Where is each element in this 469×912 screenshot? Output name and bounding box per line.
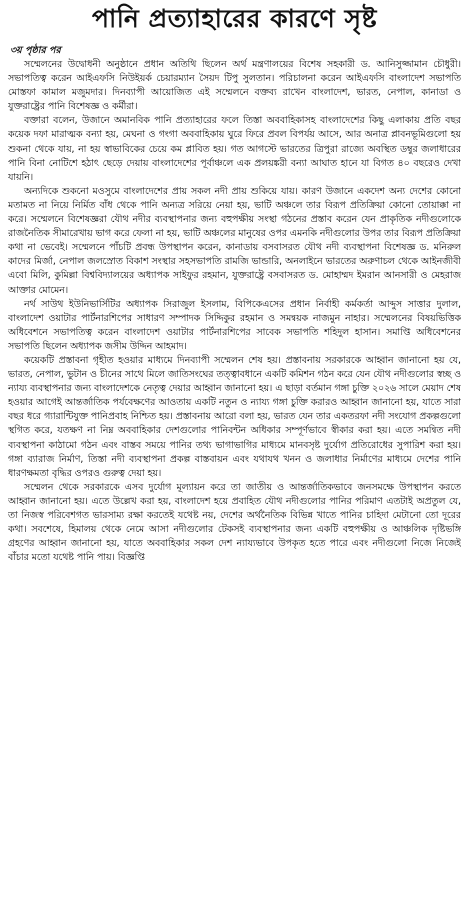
paragraph: নর্থ সাউথ ইউনিভার্সিটির অধ্যাপক সিরাজুল ইসলাম, বিপিকেএসের প্রধান নির্বাহী কর্মকর্তা আব্দুস সাত্তার দুলাল, বাংলাদেশ ওয়াটার পার্টনারশিপের সাধারণ সম্পাদক সিদ্দিকুর রহমান ও সমন্বয়ক নাজমুন নাহার। সম্মেলনের বিষয়ভিত্তিক অধিবেশনে সভাপতিত্ব করেন বাংলাদেশ ওয়াটার পার্টনারশিপের সাবেক সভাপতি শহিদুল হাসান। সমাপ্তি অধিবেশনের সভাপতি ছিলেন অধ্যাপক জসীম উদ্দিন আহমাদ।: [8, 298, 461, 352]
credit: বিজ্ঞপ্তি: [117, 552, 145, 564]
paragraph: কয়েকটি প্রস্তাবনা গৃহীত হওয়ার মাধ্যমে দিনব্যাপী সম্মেলন শেষ হয়। প্রস্তাবনায় সরকারকে আহ্বান জানানো হয় যে, ভারত, নেপাল, ভুটান ও চীনের সাথে মিলে জাতিসংঘের তত্ত্বাবধানে একটি কমিশন গঠন করে যেন যৌথ নদীগুলোর স্বচ্ছ ও ন্যায্য ব্যবস্থাপনার জন্য বাংলাদেশকে নেতৃত্ব দেয়ার আহ্বান জানানো হয়। এ ছাড়া বর্তমান গঙ্গা চুক্তি ২০২৬ সালে মেয়াদ শেষ হওয়ার আগেই আন্তর্জাতিক পর্যবেক্ষণের আওতায় একটি নতুন ও ন্যায্য গঙ্গা চুক্তি করারও আহ্বান জানানো হয়, যাতে সারা বছর ধরে গ্যারান্টিযুক্ত পানিপ্রবাহ নিশ্চিত হয়। প্রস্তাবনায় আরো বলা হয়, ভারত যেন তার একতরফা নদী সংযোগ প্রকল্পগুলো স্থগিত করে, যতক্ষণ না নিম্ন অববাহিকার দেশগুলোর পানিবন্টন অধিকার সম্পূর্ণভাবে স্বীকার করা হয়। এতে সমন্বিত নদী ব্যবস্থাপনা কাঠামো গঠন এবং বাস্তব সময়ে পানির তথ্য ভাগাভাগির মাধ্যমে মানবসৃষ্ট দুর্যোগ প্রতিরোধের সুপারিশ করা হয়। গঙ্গা ব্যারাজ নির্মাণ, তিস্তা নদী ব্যবস্থাপনা প্রকল্প বাস্তবায়ন এবং যথাযথ খনন ও জলাধার নির্মাণের মাধ্যমে দেশের পানি ধারণক্ষমতা বৃদ্ধির ওপরও গুরুত্ব দেয়া হয়।: [8, 354, 461, 479]
continuation-label: ৩য় পৃষ্ঠার পর: [10, 45, 61, 56]
paragraph: সম্মেলনের উদ্বোধনী অনুষ্ঠানে প্রধান অতিথি ছিলেন অর্থ মন্ত্রণালয়ের বিশেষ সহকারী ড. আনিসুজ্জামান চৌধুরী। সভাপতিত্ব করেন আইএফসি নিউইয়র্ক চেয়ারম্যান সৈয়দ টিপু সুলতান। পরিচালনা করেন আইএফসি বাংলাদেশ সভাপতি মোস্তফা কামাল মজুমদার। দিনব্যাপী আয়োজিত এই সম্মেলনে বক্তব্য রাখেন বাংলাদেশ, ভারত, নেপাল, কানাডা ও যুক্তরাষ্ট্রের পানি বিশেষজ্ঞ ও কর্মীরা।: [8, 59, 461, 113]
article-body: [8, 58, 461, 908]
headline: পানি প্রত্যাহারের কারণে সৃষ্ট: [92, 4, 377, 33]
paragraph-last: [8, 481, 461, 566]
paragraph: অন্যদিকে শুকনো মওসুমে বাংলাদেশের প্রায় সকল নদী প্রায় শুকিয়ে যায়। কারণ উজানে একদেশ অন্য দেশের কোনো মতামত না নিয়ে নির্মিত বাঁধ থেকে পানি অন্যত্র সরিয়ে নেয়া হয়, ভাটি অঞ্চলে তার বিরূপ প্রতিক্রিয়া কোনো তোয়াক্কা না করে। সম্মেলনে বিশেষজ্ঞরা যৌথ নদীর ব্যবস্থাপনার জন্য বহুপক্ষীয় সংস্থা গঠনের প্রস্তাব করেন যেন প্রাকৃতিক নদীগুলোকে রাজনৈতিক সীমারেখায় ভাগ করে ফেলা না হয়, ভাটি অঞ্চলের মানুষের ওপর এমনকি নদীগুলোর উপর তার বিরূপ প্রতিক্রিয়া কথা না ভেবেই। সম্মেলনে পাঁচটি প্রবন্ধ উপস্থাপন করেন, কানাডায় বসবাসরত যৌথ নদী ব্যবস্থাপনা বিশেষজ্ঞ ড. মনিরুল কাদের মির্জা, নেপাল জলস্রোত বিকাশ সংস্থার সহসভাপতি রামজি ভান্ডারি, অনলাইনে ভারতের অরুণাচল থেকে আইনজীবী এবো মিলি, কুমিল্লা বিশ্ববিদ্যালয়ের অধ্যাপক সাইফুর রহমান, যুক্তরাষ্ট্রে বসবাসরত ড. মোহাম্মদ ইমরান আনসারী ও মেহরাজ আক্তার মোমেন।: [8, 185, 461, 296]
paragraph-text: সম্মেলন থেকে সরকারকে এসব দুর্যোগ মূল্যায়ন করে তা জাতীয় ও আন্তর্জাতিকভাবে জনসমক্ষে উপস্থাপন করতে আহ্বান জানানো হয়। এতে উল্লেখ করা হয়, বাংলাদেশ হয়ে প্রবাহিত যৌথ নদীগুলোর পানির পরিমাণ এতটাই অপ্রতুল যে, তা নিজস্ব পরিবেশগত ভারসাম্য রক্ষা করতেই যথেষ্ট নয়, দেশের অর্থনৈতিক বিভিন্ন খাতে পানির চাহিদা মেটানো তো দূরের কথা। সবশেষে, হিমালয় থেকে নেমে আসা নদীগুলোর টেকসই ব্যবস্থাপনার জন্য একটি বহুপক্ষীয় ও আঞ্চলিক দৃষ্টিভঙ্গি গ্রহণের আহ্বান জানানো হয়, যাতে অববাহিকার সকল দেশ ন্যায্যভাবে উপকৃত হতে পারে এবং নদীগুলো নিজে নিজেই বাঁচার মতো যথেষ্ট পানি পায়।: [8, 481, 461, 564]
paragraph: বক্তারা বলেন, উজানে অমানবিক পানি প্রত্যাহারের ফলে তিস্তা অববাহিকাসহ বাংলাদেশের কিছু এলাকায় প্রতি বছর কয়েক দফা মারাত্মক বন্যা হয়, মেঘনা ও গংগা অববাহিকায় ঘুরে ফিরে প্রবল বিপর্যয় আসে, আর অনাত্র প্লাবনভূমিগুলো হয় শুকনা থেকে যায়, না হয় স্বাভাবিকের চেয়ে কম প্লাবিত হয়। গত আগস্টে ভারতের ত্রিপুরা রাজ্যে অবস্থিত ডম্বুর জলাধারের পানি বিনা নোটিশে হঠাৎ ছেড়ে দেয়ায় বাংলাদেশের পূর্বাঞ্চলে এক প্রলয়ঙ্করী বন্যা আঘাত হানে যা বিগত ৪০ বছরেও দেখা যায়নি।: [8, 115, 461, 183]
